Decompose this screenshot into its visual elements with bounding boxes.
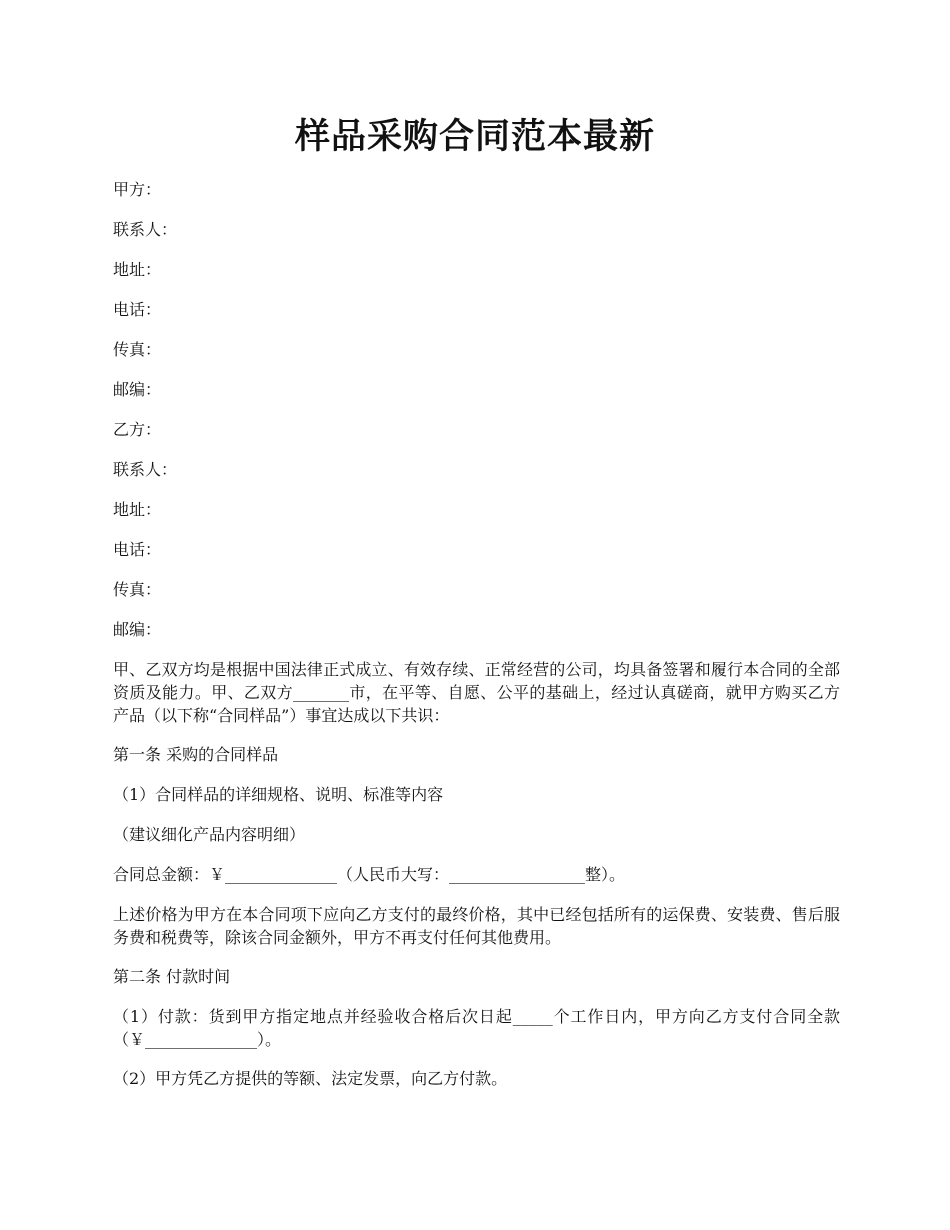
party-b-postcode-label: 邮编： bbox=[113, 620, 162, 639]
article1-heading: 第一条 采购的合同样品 bbox=[113, 745, 279, 764]
article2-item2: （2）甲方凭乙方提供的等额、法定发票，向乙方付款。 bbox=[113, 1069, 508, 1088]
article1-note: （建议细化产品内容明细） bbox=[113, 825, 306, 844]
party-a-fax-label: 传真： bbox=[113, 340, 162, 359]
party-b-fax-label: 传真： bbox=[113, 580, 162, 599]
party-a-contact-label: 联系人： bbox=[113, 220, 178, 239]
party-a-address-label: 地址： bbox=[113, 260, 162, 279]
party-b-address-label: 地址： bbox=[113, 500, 162, 519]
document-body bbox=[113, 178, 840, 1107]
article2-item1: （1）付款：货到甲方指定地点并经验收合格后次日起_____个工作日内，甲方向乙方支付合同全款（￥______________）。 bbox=[113, 1007, 840, 1049]
party-a-phone-label: 电话： bbox=[113, 300, 162, 319]
article1-item1: （1）合同样品的详细规格、说明、标准等内容 bbox=[113, 785, 444, 804]
preamble-paragraph: 甲、乙双方均是根据中国法律正式成立、有效存续、正常经营的公司，均具备签署和履行本合同的全部资质及能力。甲、乙双方_______市，在平等、自愿、公平的基础上，经过认真磋商，就甲方购买乙方产品（以下称“合同样品”）事宜达成以下共识： bbox=[113, 660, 840, 725]
party-b-name-label: 乙方： bbox=[113, 420, 162, 439]
article1-price-clause: 上述价格为甲方在本合同项下应向乙方支付的最终价格，其中已经包括所有的运保费、安装费、售后服务费和税费等，除该合同金额外，甲方不再支付任何其他费用。 bbox=[113, 905, 840, 947]
article1-total-amount: 合同总金额：￥______________（人民币大写：_________________整）。 bbox=[113, 865, 626, 884]
party-b-contact-label: 联系人： bbox=[113, 460, 178, 479]
party-b-phone-label: 电话： bbox=[113, 540, 162, 559]
party-a-postcode-label: 邮编： bbox=[113, 380, 162, 399]
document-title: 样品采购合同范本最新 bbox=[294, 116, 655, 157]
party-a-name-label: 甲方： bbox=[113, 180, 162, 199]
article2-heading: 第二条 付款时间 bbox=[113, 967, 231, 986]
